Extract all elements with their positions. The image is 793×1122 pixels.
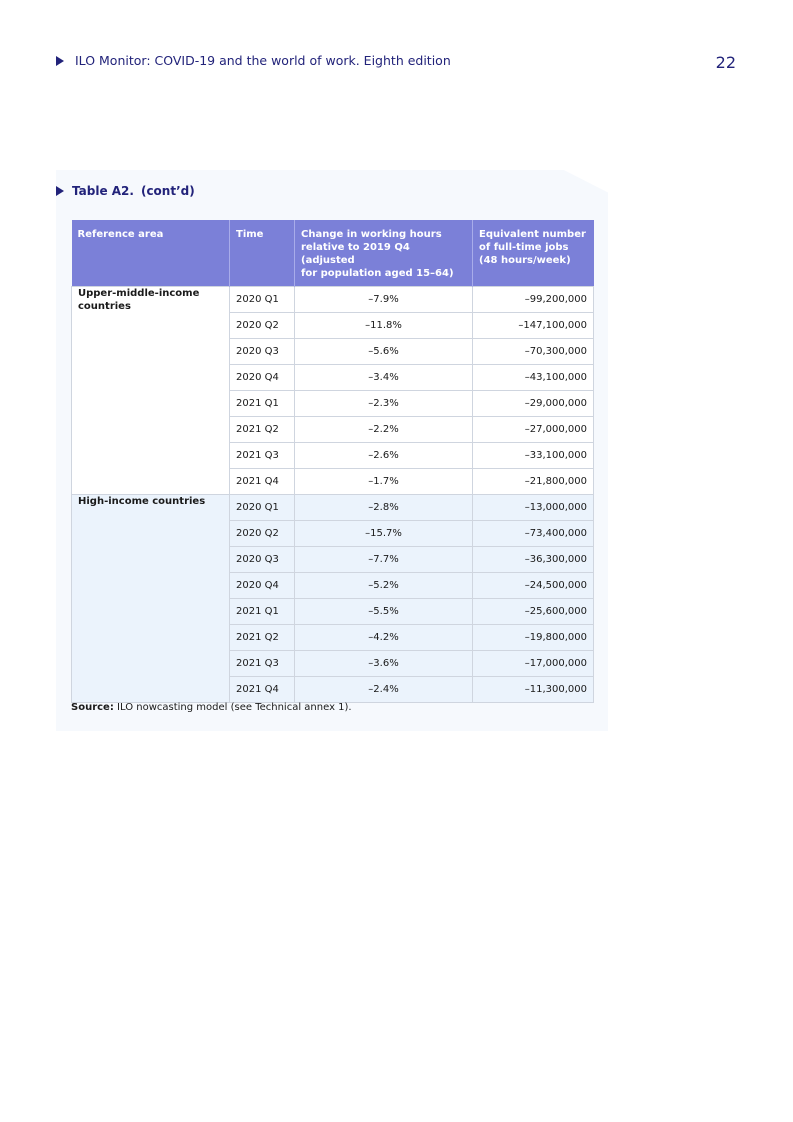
table-label: Table A2. [72, 184, 134, 198]
jobs-cell: –29,000,000 [473, 391, 594, 417]
table-caption [56, 184, 195, 198]
time-cell: 2021 Q3 [230, 443, 295, 469]
jobs-cell: –25,600,000 [473, 599, 594, 625]
time-cell: 2021 Q3 [230, 651, 295, 677]
time-cell: 2020 Q4 [230, 573, 295, 599]
change-cell: –5.5% [295, 599, 473, 625]
time-cell: 2021 Q2 [230, 625, 295, 651]
jobs-cell: –21,800,000 [473, 469, 594, 495]
jobs-cell: –36,300,000 [473, 547, 594, 573]
time-cell: 2021 Q4 [230, 469, 295, 495]
document-title: ILO Monitor: COVID-19 and the world of work. Eighth edition [75, 53, 451, 68]
jobs-cell: –43,100,000 [473, 365, 594, 391]
col-header-time: Time [230, 220, 295, 287]
change-cell: –1.7% [295, 469, 473, 495]
jobs-cell: –17,000,000 [473, 651, 594, 677]
time-cell: 2021 Q1 [230, 391, 295, 417]
region-cell: High-income countries [72, 495, 230, 703]
change-cell: –2.8% [295, 495, 473, 521]
table-row [72, 495, 594, 521]
col-header-jobs: Equivalent number of full-time jobs (48 hours/week) [473, 220, 594, 287]
change-cell: –5.2% [295, 573, 473, 599]
table-cont-label: (cont’d) [140, 184, 195, 198]
jobs-cell: –24,500,000 [473, 573, 594, 599]
time-cell: 2021 Q1 [230, 599, 295, 625]
time-cell: 2021 Q2 [230, 417, 295, 443]
triangle-bullet-icon [56, 56, 64, 66]
jobs-cell: –13,000,000 [473, 495, 594, 521]
change-cell: –2.6% [295, 443, 473, 469]
time-cell: 2020 Q3 [230, 547, 295, 573]
change-cell: –4.2% [295, 625, 473, 651]
change-cell: –7.7% [295, 547, 473, 573]
change-cell: –15.7% [295, 521, 473, 547]
change-cell: –11.8% [295, 313, 473, 339]
table-header-row [72, 220, 594, 287]
change-cell: –2.3% [295, 391, 473, 417]
table-row [72, 287, 594, 313]
col-header-reference-area: Reference area [72, 220, 230, 287]
triangle-bullet-icon [56, 186, 64, 196]
time-cell: 2020 Q1 [230, 287, 295, 313]
source-note [71, 702, 352, 713]
change-cell: –3.4% [295, 365, 473, 391]
page-number: 22 [715, 53, 736, 72]
change-cell: –2.4% [295, 677, 473, 703]
jobs-cell: –11,300,000 [473, 677, 594, 703]
data-table [71, 220, 594, 703]
source-label: Source: [71, 702, 114, 713]
jobs-cell: –99,200,000 [473, 287, 594, 313]
time-cell: 2020 Q3 [230, 339, 295, 365]
region-cell: Upper-middle-income countries [72, 287, 230, 495]
jobs-cell: –33,100,000 [473, 443, 594, 469]
jobs-cell: –70,300,000 [473, 339, 594, 365]
time-cell: 2021 Q4 [230, 677, 295, 703]
jobs-cell: –73,400,000 [473, 521, 594, 547]
jobs-cell: –27,000,000 [473, 417, 594, 443]
time-cell: 2020 Q2 [230, 313, 295, 339]
jobs-cell: –147,100,000 [473, 313, 594, 339]
change-cell: –7.9% [295, 287, 473, 313]
change-cell: –5.6% [295, 339, 473, 365]
time-cell: 2020 Q2 [230, 521, 295, 547]
change-cell: –2.2% [295, 417, 473, 443]
col-header-change: Change in working hours relative to 2019 Q4 (adjusted for population aged 15–64) [295, 220, 473, 287]
running-header [56, 53, 451, 68]
change-cell: –3.6% [295, 651, 473, 677]
time-cell: 2020 Q1 [230, 495, 295, 521]
time-cell: 2020 Q4 [230, 365, 295, 391]
jobs-cell: –19,800,000 [473, 625, 594, 651]
table-body [72, 287, 594, 703]
source-text: ILO nowcasting model (see Technical annex 1). [117, 702, 352, 713]
